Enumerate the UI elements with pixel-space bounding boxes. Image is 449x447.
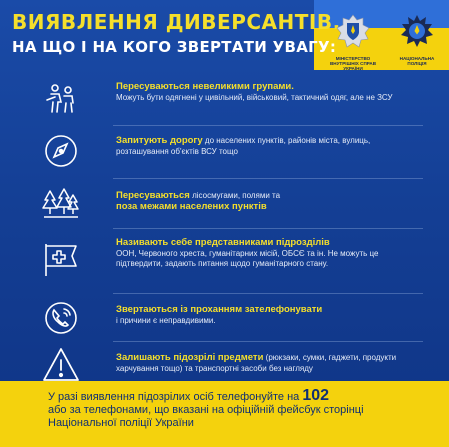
- item-highlight: Пересуваються: [116, 190, 190, 201]
- item-text: [116, 191, 416, 212]
- item-highlight: Запитують дорогу: [116, 135, 203, 146]
- item-text: [116, 82, 416, 103]
- item-description: лісосмугами, полями та: [192, 191, 281, 200]
- item-text: [116, 353, 416, 374]
- item-description: ООН, Червоного хреста, гуманітарних місій, ОБСЄ та ін. Не можуть це підтвердити, задають питання щодо гуманітарного стану.: [116, 248, 379, 268]
- footer-banner: [0, 381, 449, 447]
- footer-text: [48, 389, 428, 430]
- item-text: [116, 136, 416, 157]
- divider: [113, 293, 423, 294]
- mvs-caption: МІНІСТЕРСТВО ВНУТРІШНІХ СПРАВ УКРАЇНИ: [329, 56, 377, 71]
- forest-icon: [42, 185, 80, 223]
- police-caption: НАЦІОНАЛЬНА ПОЛІЦІЯ: [399, 56, 435, 66]
- item-description: і причини є неправдивими.: [116, 315, 216, 325]
- page-subtitle: НА ЩО І НА КОГО ЗВЕРТАТИ УВАГУ:: [12, 38, 337, 56]
- item-highlight: Називають себе представниками підрозділів: [116, 237, 330, 248]
- divider: [113, 125, 423, 126]
- divider: [113, 341, 423, 342]
- warning-icon: [42, 346, 80, 384]
- divider: [113, 178, 423, 179]
- footer-line2: або за телефонами, що вказані на офіційній фейсбук сторінці: [48, 404, 364, 416]
- footer-line1: У разі виявлення підозрілих осіб телефонуйте на: [48, 391, 300, 403]
- mvs-emblem-icon: [336, 14, 370, 48]
- soldiers-icon: [42, 80, 80, 118]
- compass-icon: [42, 132, 80, 170]
- footer-line3: Національної поліції України: [48, 417, 194, 429]
- item-description: Можуть бути одягнені у цивільний, військовий, тактичний одяг, але не ЗСУ: [116, 92, 393, 102]
- police-emblem-icon: [400, 14, 434, 48]
- item-text: [116, 238, 416, 270]
- emergency-number: 102: [302, 387, 330, 404]
- item-description: (рюкзаки, сумки, гаджети, продукти харчування тощо) та транспортні засоби без нагляду: [116, 353, 397, 373]
- item-highlight-2: поза межами населених пунктів: [116, 200, 267, 212]
- divider: [113, 228, 423, 229]
- item-highlight: Залишають підозрілі предмети: [116, 352, 264, 363]
- phone-icon: [42, 299, 80, 337]
- item-description: до населених пунктів, районів міста, вулиць, розташування об'єктів ВСУ тощо: [116, 136, 371, 156]
- page-title: ВИЯВЛЕННЯ ДИВЕРСАНТІВ.: [12, 10, 341, 34]
- item-highlight: Звертаються із проханням зателефонувати: [116, 304, 323, 315]
- item-highlight: Пересуваються невеликими групами.: [116, 81, 294, 92]
- item-text: [116, 305, 416, 326]
- medical-flag-icon: [42, 240, 80, 278]
